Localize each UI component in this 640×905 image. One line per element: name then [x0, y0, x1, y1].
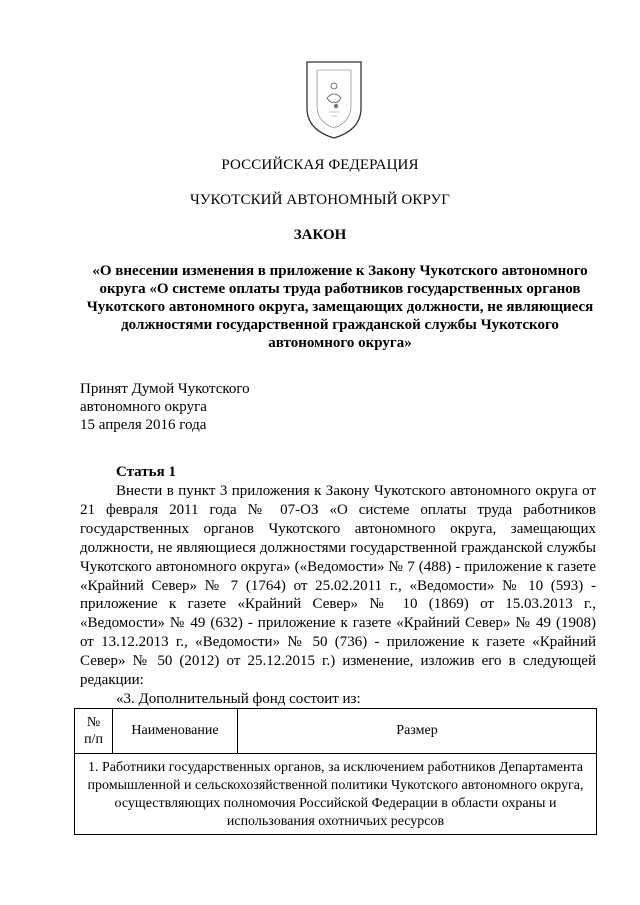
fund-table — [74, 708, 597, 835]
adoption-note — [80, 380, 340, 434]
column-header-number-abbr: п/п — [84, 732, 103, 747]
country-heading: РОССИЙСКАЯ ФЕДЕРАЦИЯ — [221, 157, 419, 173]
column-header-size: Размер — [238, 709, 597, 754]
fund-intro: «3. Дополнительный фонд состоит из: — [116, 691, 361, 707]
column-header-number-sign: № — [86, 715, 101, 730]
article-heading: Статья 1 — [116, 464, 176, 480]
adoption-line-2: автономного округа — [80, 399, 207, 415]
coat-of-arms-emblem — [303, 60, 365, 140]
table-row — [75, 754, 597, 835]
adoption-date: 15 апреля 2016 года — [80, 417, 207, 433]
law-title: «О внесении изменения в приложение к Закону Чукотского автономного округа «О системе оплаты труда работников государственных органов Чукотского автономного округа, замещающих должности, не являющиеся должностями государственной гражданской службы Чукотского автономного округа» — [86, 263, 594, 351]
column-header-name: Наименование — [113, 709, 238, 754]
column-header-number — [75, 709, 113, 754]
region-heading: ЧУКОТСКИЙ АВТОНОМНЫЙ ОКРУГ — [189, 192, 451, 208]
section-row-text: 1. Работники государственных органов, за исключением работников Департамента промышленной и сельскохозяйственной политики Чукотского автономного округа, осуществляющих полномочия Российской Федерации в области охраны и использования охотничьих ресурсов — [75, 754, 597, 835]
article-body: Внести в пункт 3 приложения к Закону Чукотского автономного округа от 21 февраля 2011 года № 07-ОЗ «О системе оплаты труда работников государственных органов Чукотского автономного округа, замещающих должности, не являющиеся должностями государственной гражданской службы Чукотского автономного округа» («Ведомости» № 7 (488) - приложение к газете «Крайний Север» № 7 (1764) от 25.02.2011 г., «Ведомости» № 10 (593) - приложение к газете «Крайний Север» № 10 (1869) от 15.03.2013 г., «Ведомости» № 49 (632) - приложение к газете «Крайний Север» № 49 (1908) от 13.12.2013 г., «Ведомости» № 50 (736) - приложение к газете «Крайний Север» № 50 (2012) от 25.12.2015 г.) изменение, изложив его в следующей редакции: — [80, 483, 596, 689]
adoption-line-1: Принят Думой Чукотского — [80, 381, 250, 397]
document-type-heading: ЗАКОН — [293, 227, 347, 243]
table-header-row — [75, 709, 597, 754]
